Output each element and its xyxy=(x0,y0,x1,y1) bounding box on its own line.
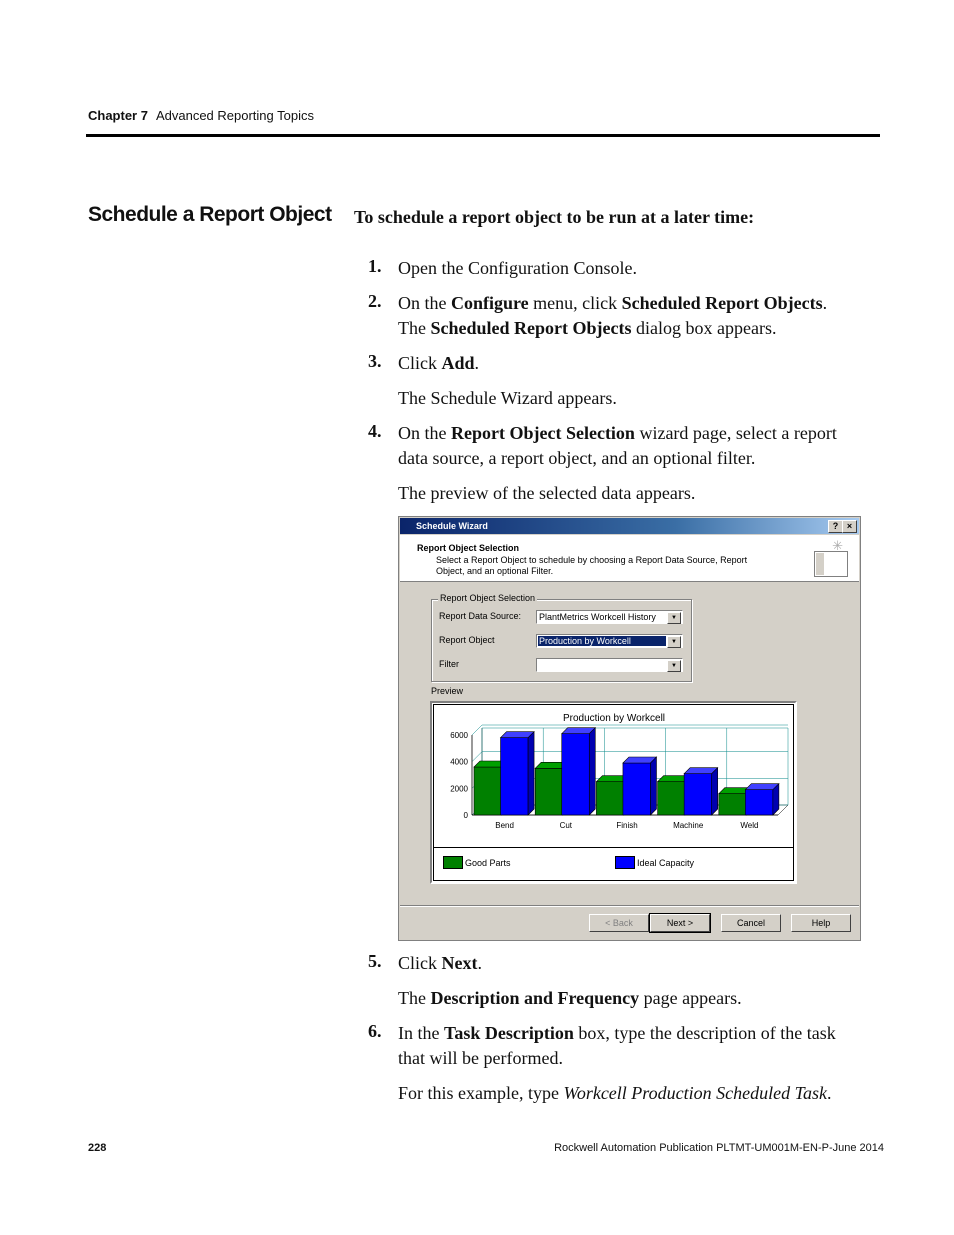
x-tick-label: Weld xyxy=(740,821,759,830)
step-number: 5. xyxy=(368,951,382,971)
legend-swatch xyxy=(615,856,635,869)
bar-side xyxy=(589,728,595,815)
publication-id: Rockwell Automation Publication PLTMT-UM001M-EN-P-June 2014 xyxy=(554,1142,884,1154)
step-number: 2. xyxy=(368,291,382,311)
bar xyxy=(474,767,502,815)
cancel-button[interactable]: Cancel xyxy=(721,914,781,932)
preview-panel xyxy=(430,701,797,884)
bar xyxy=(501,738,529,815)
wizard-page-description: Select a Report Object to schedule by choosing a Report Data Source, Report Object, and an optional Filter. xyxy=(436,555,748,576)
chart-legend xyxy=(434,847,793,880)
bar-side xyxy=(528,732,534,815)
bar-side xyxy=(773,784,779,815)
y-tick-label: 6000 xyxy=(450,731,468,740)
step-text: Click Add. xyxy=(398,353,480,373)
bar-side xyxy=(650,757,656,815)
step-text: On the Report Object Selection wizard page, select a report data source, a report object, and an optional filter. xyxy=(398,423,837,468)
report-object-label: Report Object xyxy=(439,635,495,645)
step-note: The preview of the selected data appears. xyxy=(398,483,696,503)
bar xyxy=(623,763,651,815)
legend-swatch xyxy=(443,856,463,869)
x-tick-label: Cut xyxy=(559,821,573,830)
legend-item: Ideal Capacity xyxy=(615,856,694,869)
button-separator xyxy=(400,905,859,907)
wizard-header-panel xyxy=(400,535,859,582)
y-tick-label: 4000 xyxy=(450,757,468,767)
step-note: The Description and Frequency page appears. xyxy=(398,988,742,1008)
help-button[interactable]: Help xyxy=(791,914,851,932)
chapter-topic: Advanced Reporting Topics xyxy=(155,108,314,123)
wizard-icon: ✳ xyxy=(814,551,848,577)
step-text: On the Configure menu, click Scheduled Report Objects. The Scheduled Report Objects dialog box appears. xyxy=(398,293,828,338)
x-tick-label: Bend xyxy=(495,821,514,830)
data-source-select[interactable]: PlantMetrics Workcell History ▼ xyxy=(536,610,683,624)
help-icon[interactable]: ? xyxy=(828,520,843,533)
y-tick-label: 0 xyxy=(463,811,468,820)
bar xyxy=(684,774,712,815)
page-number: 228 xyxy=(88,1142,107,1154)
gridline xyxy=(472,725,482,735)
step-number: 1. xyxy=(368,256,382,276)
preview-label: Preview xyxy=(431,686,464,696)
step-text: In the Task Description box, type the description of the task that will be performed. xyxy=(398,1023,836,1068)
filter-label: Filter xyxy=(439,659,459,669)
report-object-select[interactable]: Production by Workcell ▼ xyxy=(536,634,683,648)
dialog-titlebar xyxy=(400,518,859,534)
step-number: 3. xyxy=(368,351,382,371)
data-source-label: Report Data Source: xyxy=(439,611,522,621)
running-header xyxy=(88,108,314,123)
y-tick-label: 2000 xyxy=(450,784,468,794)
bar xyxy=(562,734,590,815)
step-number: 6. xyxy=(368,1021,382,1041)
group-label: Report Object Selection xyxy=(440,593,536,603)
report-object-selection-group xyxy=(431,593,692,682)
step-text: Open the Configuration Console. xyxy=(398,258,637,278)
bar xyxy=(745,790,773,815)
chevron-down-icon[interactable]: ▼ xyxy=(667,612,681,624)
step-text: Click Next. xyxy=(398,953,482,973)
section-title: Schedule a Report Object xyxy=(88,203,332,226)
bar xyxy=(658,782,686,815)
production-chart xyxy=(434,705,795,850)
gridline xyxy=(472,752,482,762)
legend-item: Good Parts xyxy=(443,856,511,869)
chevron-down-icon[interactable]: ▼ xyxy=(667,636,681,648)
bar xyxy=(535,768,563,815)
x-tick-label: Finish xyxy=(616,821,638,830)
chart-title: Production by Workcell xyxy=(562,713,666,724)
bar xyxy=(719,794,747,815)
close-icon[interactable]: × xyxy=(842,520,857,533)
dialog-title: Schedule Wizard xyxy=(416,521,488,531)
chevron-down-icon[interactable]: ▼ xyxy=(667,660,681,672)
x-tick-label: Machine xyxy=(673,821,704,830)
filter-select[interactable] xyxy=(536,658,683,672)
bar-side xyxy=(712,768,718,815)
header-rule xyxy=(86,134,880,137)
step-note: For this example, type Workcell Production Scheduled Task. xyxy=(398,1083,832,1103)
back-button[interactable]: < Back xyxy=(589,914,649,932)
schedule-wizard-dialog xyxy=(398,516,861,941)
intro-text: To schedule a report object to be run at a later time: xyxy=(354,207,755,227)
chapter-label: Chapter 7 xyxy=(88,108,148,123)
bar xyxy=(596,782,624,815)
next-button[interactable]: Next > xyxy=(650,914,710,932)
step-note: The Schedule Wizard appears. xyxy=(398,388,617,408)
wizard-page-title: Report Object Selection xyxy=(417,543,520,553)
step-number: 4. xyxy=(368,421,382,441)
